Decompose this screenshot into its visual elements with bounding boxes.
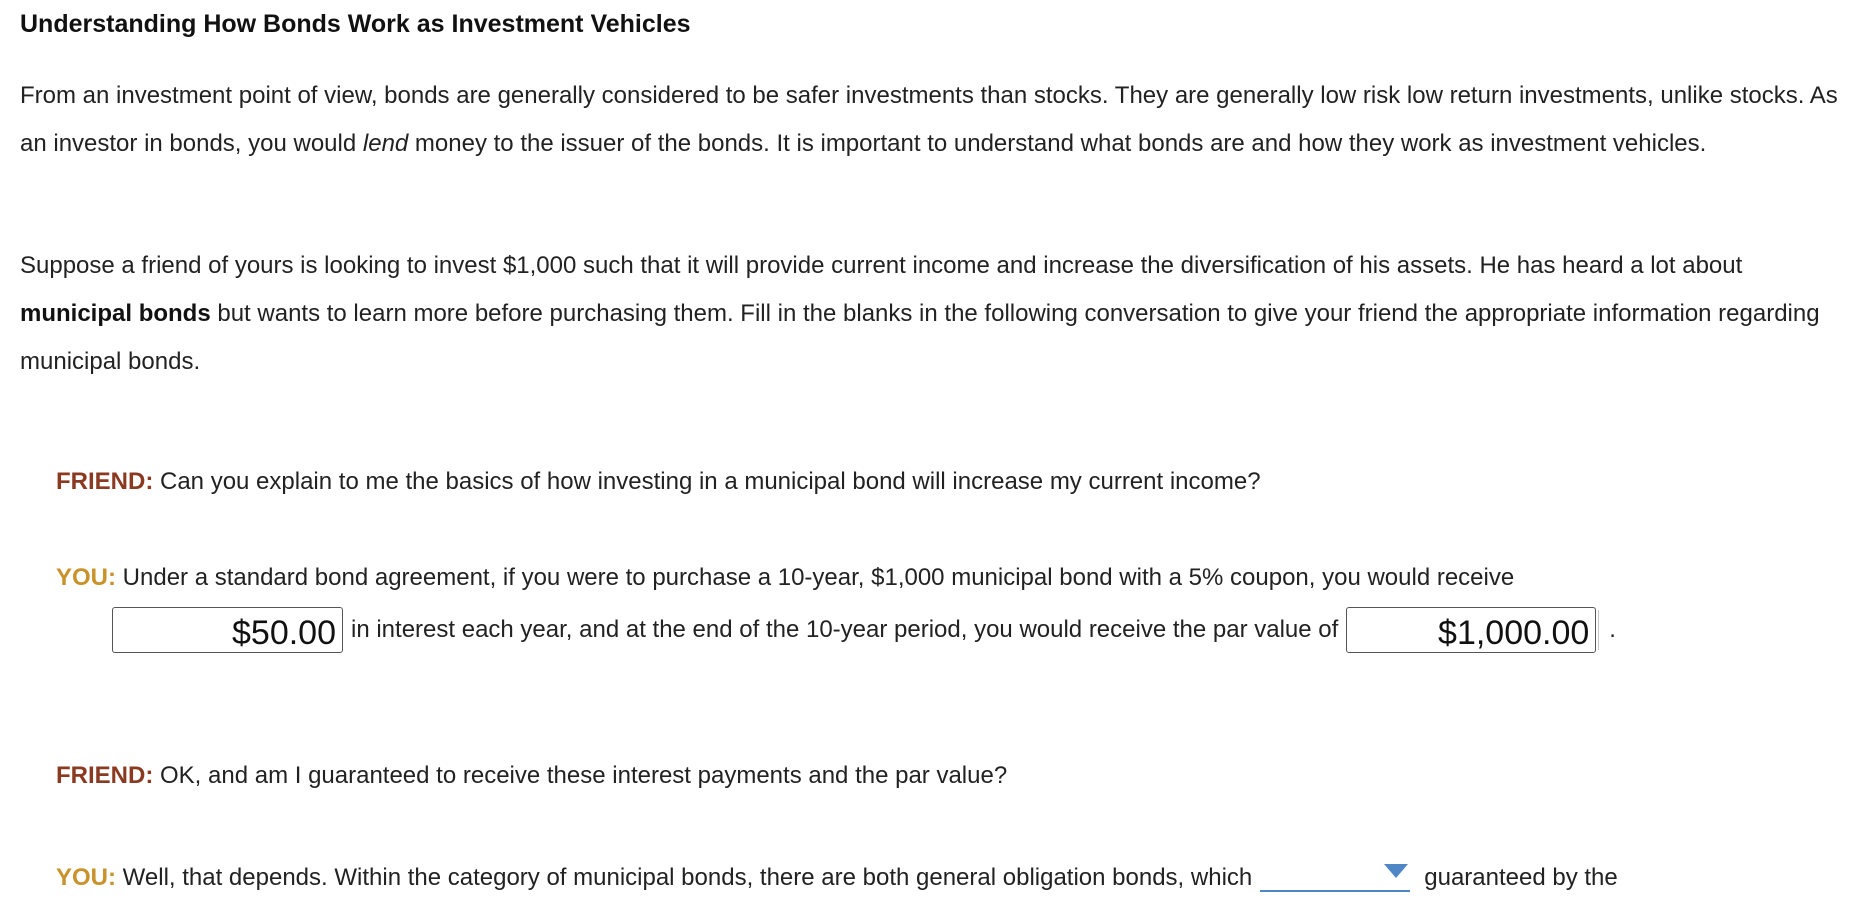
you-answer-2 (56, 860, 1842, 892)
you-answer-2-after: guaranteed by the (1424, 864, 1618, 891)
guarantee-dropdown[interactable] (1260, 860, 1410, 892)
scenario-text-end: but wants to learn more before purchasing them. Fill in the blanks in the following conversation to give your friend the appropriate information regarding municipal bonds. (20, 300, 1820, 375)
you-label: YOU: (56, 564, 116, 591)
scenario-paragraph (20, 242, 1842, 386)
answer-row-1 (112, 606, 1616, 654)
scenario-text-bold: municipal bonds (20, 300, 211, 327)
intro-text-start: From an investment point of view, bonds are generally considered to be safer investments than stocks. They are generally low risk low return investments, unlike stocks. As an investor in bonds, you would (20, 82, 1838, 157)
annual-interest-value: $50.00 (232, 614, 336, 652)
intro-text-italic: lend (362, 130, 409, 157)
page-title: Understanding How Bonds Work as Investment Vehicles (20, 10, 691, 38)
you-answer-2-text: Well, that depends. Within the category of municipal bonds, there are both general obligation bonds, which (116, 864, 1253, 891)
friend-question-1-text: Can you explain to me the basics of how investing in a municipal bond will increase my current income? (153, 468, 1261, 495)
you-answer-1 (56, 564, 1842, 592)
friend-label-2: FRIEND: (56, 762, 154, 789)
input-divider (1598, 610, 1609, 650)
chevron-down-icon[interactable] (1384, 864, 1408, 878)
friend-label: FRIEND: (56, 468, 154, 495)
end-punctuation: . (1609, 616, 1616, 643)
par-value-value: $1,000.00 (1438, 614, 1590, 652)
intro-paragraph (20, 72, 1842, 168)
intro-text-end: money to the issuer of the bonds. It is important to understand what bonds are and how they work as investment vehicles. (408, 130, 1707, 157)
annual-interest-input[interactable] (112, 607, 343, 653)
you-label-2: YOU: (56, 864, 116, 891)
friend-question-2 (56, 762, 1842, 790)
between-text: in interest each year, and at the end of the 10-year period, you would receive the par value of (351, 616, 1339, 643)
friend-question-1 (56, 468, 1842, 496)
par-value-input[interactable] (1346, 607, 1596, 653)
friend-question-2-text: OK, and am I guaranteed to receive these interest payments and the par value? (153, 762, 1008, 789)
scenario-text-start: Suppose a friend of yours is looking to invest $1,000 such that it will provide current income and increase the diversification of his assets. He has heard a lot about (20, 252, 1743, 279)
you-answer-1-text: Under a standard bond agreement, if you were to purchase a 10-year, $1,000 municipal bond with a 5% coupon, you would receive (116, 564, 1515, 591)
